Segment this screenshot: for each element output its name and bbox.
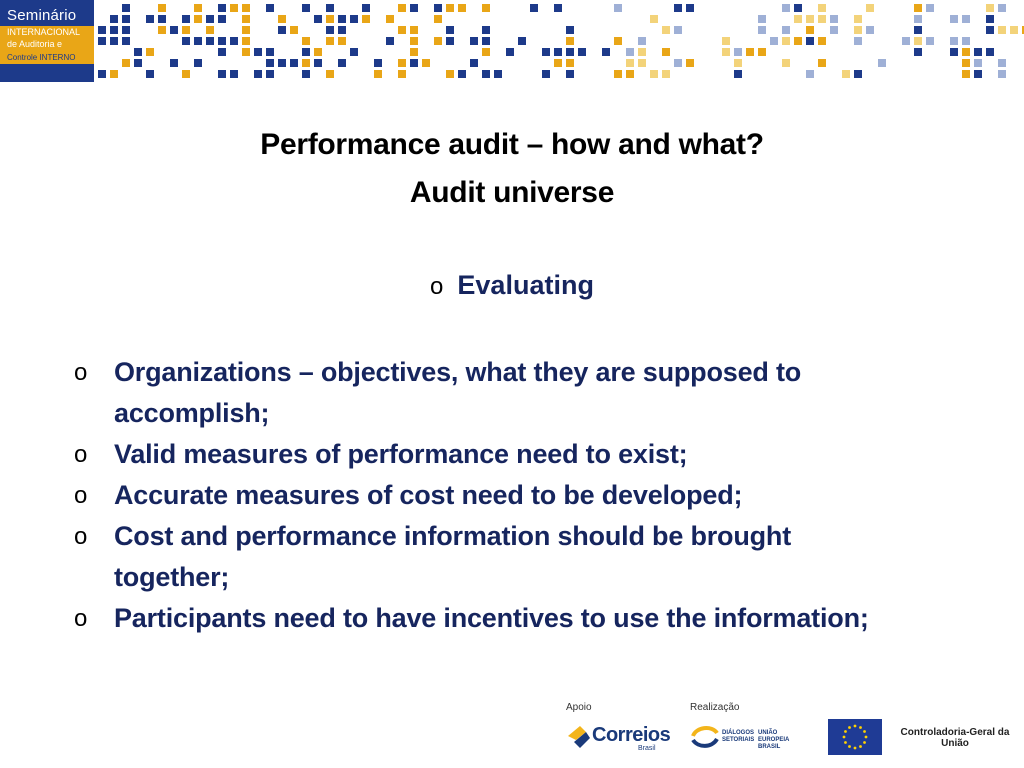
pattern-square	[218, 15, 226, 23]
bullet-marker: o	[74, 359, 88, 386]
pattern-square	[722, 48, 730, 56]
pattern-square	[194, 4, 202, 12]
logo-subtitle-1: INTERNACIONAL	[0, 26, 94, 38]
pattern-square	[98, 26, 106, 34]
pattern-square	[230, 4, 238, 12]
pattern-square	[842, 70, 850, 78]
pattern-square	[242, 48, 250, 56]
pattern-square	[326, 15, 334, 23]
pattern-square	[146, 70, 154, 78]
pattern-square	[242, 37, 250, 45]
pattern-square	[542, 48, 550, 56]
pattern-square	[830, 26, 838, 34]
pattern-square	[266, 70, 274, 78]
pattern-square	[626, 70, 634, 78]
pattern-square	[734, 70, 742, 78]
pattern-square	[206, 37, 214, 45]
pattern-square	[446, 26, 454, 34]
pattern-square	[866, 26, 874, 34]
pattern-square	[182, 15, 190, 23]
eu-star	[843, 736, 846, 739]
bullet-marker: o	[74, 605, 88, 632]
pattern-square	[242, 15, 250, 23]
pattern-square	[566, 70, 574, 78]
dialogos-setoriais-text: DIÁLOGOS SETORIAIS	[722, 730, 755, 743]
pattern-square	[962, 37, 970, 45]
list-item-text: Accurate measures of cost need to be developed;	[114, 480, 743, 510]
pattern-square	[806, 15, 814, 23]
pattern-square	[758, 15, 766, 23]
pattern-square	[350, 15, 358, 23]
pattern-square	[314, 59, 322, 67]
pattern-square	[218, 70, 226, 78]
logo-title: Seminário	[7, 7, 77, 24]
pattern-square	[494, 70, 502, 78]
pattern-square	[110, 37, 118, 45]
pattern-square	[338, 37, 346, 45]
pattern-square	[146, 15, 154, 23]
pattern-square	[974, 59, 982, 67]
pattern-square	[914, 15, 922, 23]
pattern-square	[302, 48, 310, 56]
pattern-square	[554, 59, 562, 67]
pattern-square	[254, 48, 262, 56]
pattern-square	[362, 4, 370, 12]
pattern-square	[482, 70, 490, 78]
slide-title: Performance audit – how and what?	[260, 128, 764, 161]
eu-star	[844, 741, 847, 744]
pattern-square	[782, 37, 790, 45]
pattern-square	[806, 37, 814, 45]
eu-star	[848, 726, 851, 729]
pattern-square	[338, 15, 346, 23]
eu-star	[865, 736, 868, 739]
pattern-square	[914, 37, 922, 45]
eu-star	[854, 747, 857, 750]
realizacao-label: Realização	[690, 702, 740, 713]
pattern-square	[434, 4, 442, 12]
pattern-square	[950, 48, 958, 56]
pattern-square	[662, 48, 670, 56]
pattern-square	[374, 59, 382, 67]
pattern-square	[614, 70, 622, 78]
pattern-square	[482, 48, 490, 56]
pattern-square	[998, 70, 1006, 78]
pattern-square	[818, 15, 826, 23]
pattern-square	[326, 37, 334, 45]
pattern-square	[446, 4, 454, 12]
eu-star	[854, 725, 857, 728]
center-bullet-text: Evaluating	[457, 270, 594, 300]
pattern-square	[626, 59, 634, 67]
pattern-square	[578, 48, 586, 56]
apoio-label: Apoio	[566, 702, 592, 713]
logo-subtitle-2: de Auditoria e	[0, 38, 94, 51]
pattern-square	[182, 70, 190, 78]
pattern-square	[734, 48, 742, 56]
pattern-square	[566, 59, 574, 67]
pattern-square	[338, 59, 346, 67]
pattern-square	[122, 4, 130, 12]
pattern-square	[194, 59, 202, 67]
pattern-square	[98, 70, 106, 78]
pattern-square	[146, 48, 154, 56]
list-item-text: Organizations – objectives, what they are supposed to accomplish;	[114, 357, 802, 428]
pattern-square	[398, 59, 406, 67]
correios-logo-icon	[566, 720, 592, 754]
eu-star	[863, 741, 866, 744]
pattern-square	[110, 70, 118, 78]
pattern-square	[926, 4, 934, 12]
pattern-square	[566, 37, 574, 45]
logo-subtitle-3: Controle INTERNO	[0, 51, 94, 64]
pattern-square	[554, 4, 562, 12]
pattern-square	[206, 15, 214, 23]
seminar-logo	[0, 0, 94, 82]
pattern-square	[482, 37, 490, 45]
pattern-square	[410, 37, 418, 45]
pattern-square	[638, 48, 646, 56]
pattern-square	[302, 4, 310, 12]
pattern-square	[902, 37, 910, 45]
pattern-square	[218, 48, 226, 56]
pattern-square	[782, 59, 790, 67]
pattern-square	[302, 70, 310, 78]
pattern-square	[266, 59, 274, 67]
pattern-square	[302, 59, 310, 67]
pattern-square	[962, 70, 970, 78]
eu-star	[859, 726, 862, 729]
pattern-square	[278, 26, 286, 34]
list-item	[74, 475, 904, 516]
pattern-square	[746, 48, 754, 56]
pattern-square	[182, 37, 190, 45]
dialogos-setoriais-logo-icon	[690, 724, 720, 750]
pattern-square	[326, 4, 334, 12]
pattern-square	[122, 37, 130, 45]
uniao-europeia-text: UNIÃO EUROPEIA BRASIL	[758, 730, 790, 750]
pattern-square	[470, 37, 478, 45]
pattern-square	[818, 4, 826, 12]
pattern-square	[158, 26, 166, 34]
pattern-square	[110, 15, 118, 23]
pattern-square	[230, 37, 238, 45]
pattern-square	[434, 37, 442, 45]
pattern-square	[302, 37, 310, 45]
pattern-square	[386, 37, 394, 45]
pattern-square	[266, 4, 274, 12]
pattern-square	[458, 4, 466, 12]
pattern-square	[674, 4, 682, 12]
pattern-square	[266, 48, 274, 56]
center-bullet	[0, 270, 1024, 301]
pattern-square	[242, 26, 250, 34]
pattern-square	[122, 59, 130, 67]
pattern-square	[878, 59, 886, 67]
pattern-square	[962, 48, 970, 56]
pattern-square	[554, 48, 562, 56]
pattern-square	[398, 26, 406, 34]
pattern-square	[410, 48, 418, 56]
pattern-square	[854, 37, 862, 45]
pattern-square	[218, 37, 226, 45]
pattern-square	[194, 15, 202, 23]
bullet-marker: o	[74, 441, 88, 468]
slide-subtitle: Audit universe	[409, 176, 615, 209]
pattern-square	[794, 15, 802, 23]
pattern-square	[434, 15, 442, 23]
pattern-square	[314, 15, 322, 23]
pattern-square	[470, 59, 478, 67]
pattern-square	[974, 70, 982, 78]
pattern-square	[638, 37, 646, 45]
pattern-square	[206, 26, 214, 34]
pattern-square	[806, 70, 814, 78]
bullet-list	[74, 352, 904, 639]
pattern-square	[362, 15, 370, 23]
pattern-square	[986, 4, 994, 12]
pattern-square	[914, 26, 922, 34]
pattern-square	[950, 15, 958, 23]
pattern-square	[626, 48, 634, 56]
correios-logo-sub: Brasil	[638, 745, 656, 752]
pattern-square	[218, 4, 226, 12]
pattern-square	[158, 4, 166, 12]
list-item-text: Participants need to have incentives to use the information;	[114, 603, 869, 633]
pattern-square	[650, 15, 658, 23]
pattern-square	[674, 26, 682, 34]
pattern-square	[230, 70, 238, 78]
pattern-square	[914, 4, 922, 12]
pattern-square	[566, 48, 574, 56]
pattern-square	[650, 70, 658, 78]
cgu-logo-text: Controladoria-Geral da União	[900, 727, 1010, 749]
pattern-square	[854, 15, 862, 23]
eu-star	[844, 730, 847, 733]
pattern-square	[986, 26, 994, 34]
pattern-square	[122, 15, 130, 23]
pattern-square	[782, 26, 790, 34]
pattern-square	[278, 59, 286, 67]
pattern-square	[674, 59, 682, 67]
pattern-square	[782, 4, 790, 12]
pattern-square	[758, 26, 766, 34]
pattern-square	[158, 15, 166, 23]
pattern-square	[914, 48, 922, 56]
pattern-square	[242, 4, 250, 12]
bullet-marker: o	[430, 273, 444, 300]
pattern-square	[686, 4, 694, 12]
list-item	[74, 434, 904, 475]
pattern-square	[290, 26, 298, 34]
pattern-square	[98, 37, 106, 45]
pattern-square	[854, 26, 862, 34]
pattern-square	[518, 37, 526, 45]
pattern-square	[962, 59, 970, 67]
pattern-square	[110, 26, 118, 34]
pattern-square	[734, 59, 742, 67]
pattern-square	[614, 37, 622, 45]
eu-flag-icon	[828, 719, 882, 755]
pattern-square	[854, 70, 862, 78]
pattern-square	[566, 26, 574, 34]
pattern-square	[290, 59, 298, 67]
pattern-square	[662, 26, 670, 34]
list-item-text: Cost and performance information should be brought together;	[114, 521, 792, 592]
list-item-text: Valid measures of performance need to exist;	[114, 439, 688, 469]
pattern-square	[446, 37, 454, 45]
pattern-square	[830, 15, 838, 23]
pattern-square	[722, 37, 730, 45]
pattern-square	[1010, 26, 1018, 34]
pattern-square	[410, 26, 418, 34]
pattern-square	[818, 37, 826, 45]
pattern-square	[482, 26, 490, 34]
pattern-square	[602, 48, 610, 56]
pattern-square	[806, 26, 814, 34]
pattern-square	[386, 15, 394, 23]
pattern-square	[482, 4, 490, 12]
pattern-square	[794, 37, 802, 45]
header-banner	[0, 0, 1024, 82]
pattern-square	[326, 26, 334, 34]
pattern-square	[686, 59, 694, 67]
list-item	[74, 598, 904, 639]
pattern-square	[374, 70, 382, 78]
pattern-square	[866, 4, 874, 12]
pattern-square	[986, 15, 994, 23]
pattern-square	[194, 37, 202, 45]
pattern-square	[182, 26, 190, 34]
list-item	[74, 516, 904, 598]
pattern-square	[170, 26, 178, 34]
eu-star	[859, 745, 862, 748]
pattern-square	[974, 48, 982, 56]
pattern-square	[398, 4, 406, 12]
pattern-square	[998, 59, 1006, 67]
pattern-square	[998, 26, 1006, 34]
pattern-square	[122, 26, 130, 34]
pattern-square	[422, 59, 430, 67]
pattern-square	[614, 4, 622, 12]
pattern-square	[962, 15, 970, 23]
eu-star	[863, 730, 866, 733]
pattern-square	[170, 59, 178, 67]
pattern-square	[638, 59, 646, 67]
pattern-square	[530, 4, 538, 12]
pattern-square	[950, 37, 958, 45]
pattern-square	[986, 48, 994, 56]
pattern-square	[314, 48, 322, 56]
bullet-marker: o	[74, 482, 88, 509]
pattern-square	[794, 4, 802, 12]
pattern-square	[350, 48, 358, 56]
pattern-square	[662, 70, 670, 78]
pattern-square	[338, 26, 346, 34]
pattern-square	[446, 70, 454, 78]
pattern-square	[506, 48, 514, 56]
pattern-square	[926, 37, 934, 45]
pattern-square	[278, 15, 286, 23]
pattern-square	[410, 4, 418, 12]
pattern-square	[758, 48, 766, 56]
pattern-square	[398, 70, 406, 78]
pattern-square	[542, 70, 550, 78]
pattern-square	[458, 70, 466, 78]
pattern-square	[818, 59, 826, 67]
pattern-square	[998, 4, 1006, 12]
list-item	[74, 352, 904, 434]
bullet-marker: o	[74, 523, 88, 550]
correios-logo-text: Correios	[592, 724, 671, 746]
pattern-square	[770, 37, 778, 45]
eu-star	[848, 745, 851, 748]
pattern-square	[134, 48, 142, 56]
pattern-square	[326, 70, 334, 78]
pattern-square	[410, 59, 418, 67]
pattern-square	[134, 59, 142, 67]
pattern-square	[254, 70, 262, 78]
